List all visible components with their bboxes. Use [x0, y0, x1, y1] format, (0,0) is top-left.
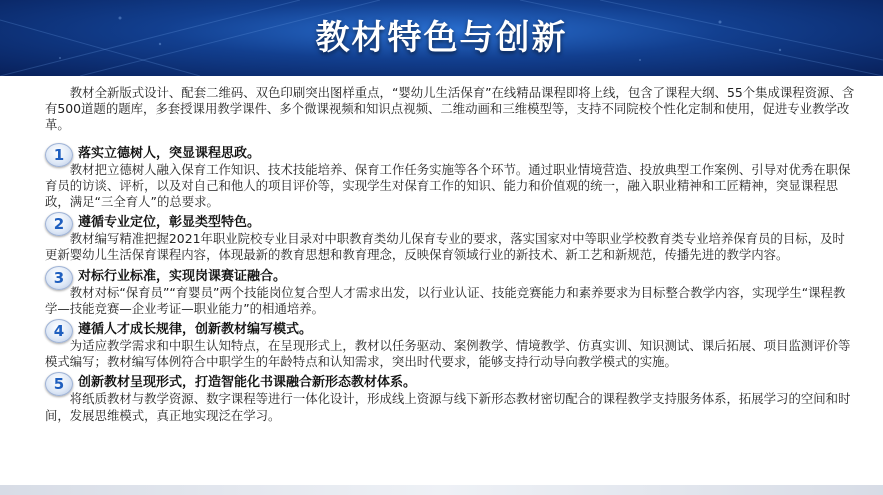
feature-heading: 遵循人才成长规律，创新教材编写模式。	[78, 322, 313, 338]
feature-item-4	[45, 321, 855, 370]
feature-body: 教材编写精准把握2021年职业院校专业目录对中职教育类幼儿保育专业的要求，落实国家对中等职业学校教育类专业培养保育员的目标，及时更新婴幼儿生活保育课程内容，体现最新的教育思想和教育理念，反映保育领域行业的新技术、新工艺和新规范，传播先进的教学内容。	[45, 231, 845, 263]
feature-body: 教材把立德树人融入保育工作知识、技术技能培养、保育工作任务实施等各个环节。通过职业情境营造、投放典型工作案例、引导对优秀在职保育员的访谈、评析，以及对自己和他人的项目评价等，实现学生对保育工作的知识、能力和价值观的统一，融入职业精神和工匠精神，突显课程思政，满足“三全育人”的总要求。	[45, 161, 851, 210]
title-banner	[0, 0, 883, 76]
number-badge: 5	[45, 372, 73, 396]
number-badge: 1	[45, 143, 73, 167]
feature-item-3	[45, 268, 855, 317]
number-badge: 2	[45, 212, 73, 236]
feature-heading: 创新教材呈现形式，打造智能化书课融合新形态教材体系。	[78, 375, 417, 391]
feature-item-5	[45, 374, 855, 423]
page-title: 教材特色与创新	[315, 18, 568, 58]
feature-body: 将纸质教材与教学资源、数字课程等进行一体化设计，形成线上资源与线下新形态教材密切配合的课程教学支持服务体系，拓展学习的空间和时间，发展思维模式，真正地实现泛在学习。	[45, 391, 851, 423]
feature-heading: 遵循专业定位，彰显类型特色。	[78, 215, 261, 231]
bottom-band	[0, 485, 883, 495]
content-area	[45, 85, 855, 428]
intro-paragraph: 教材全新版式设计、配套二维码、双色印刷突出图样重点，“婴幼儿生活保育”在线精品课程即将上线，包含了课程大纲、55个集成课程资源、含有500道题的题库，多套授课用教学课件、多个微课视频和知识点视频、二维动画和三维模型等，支持不同院校个性化定制和使用，促进专业教学改革。	[45, 85, 855, 133]
number-badge: 3	[45, 266, 73, 290]
number-badge: 4	[45, 319, 73, 343]
feature-body: 为适应教学需求和中职生认知特点，在呈现形式上，教材以任务驱动、案例教学、情境教学、仿真实训、知识测试、课后拓展、项目监测评价等模式编写；教材编写体例符合中职学生的年龄特点和认知需求，突出时代要求，能够支持行动导向教学模式的实施。	[45, 338, 851, 370]
feature-heading: 对标行业标准，实现岗课赛证融合。	[78, 268, 287, 284]
feature-body: 教材对标“保育员”“育婴员”两个技能岗位复合型人才需求出发，以行业认证、技能竞赛能力和素养要求为目标整合教学内容，实现学生“课程教学—技能竞赛—企业考证—职业能力”的相通培养。	[45, 284, 846, 316]
feature-heading: 落实立德树人，突显课程思政。	[78, 145, 261, 161]
feature-item-2	[45, 214, 855, 263]
feature-item-1	[45, 145, 855, 211]
